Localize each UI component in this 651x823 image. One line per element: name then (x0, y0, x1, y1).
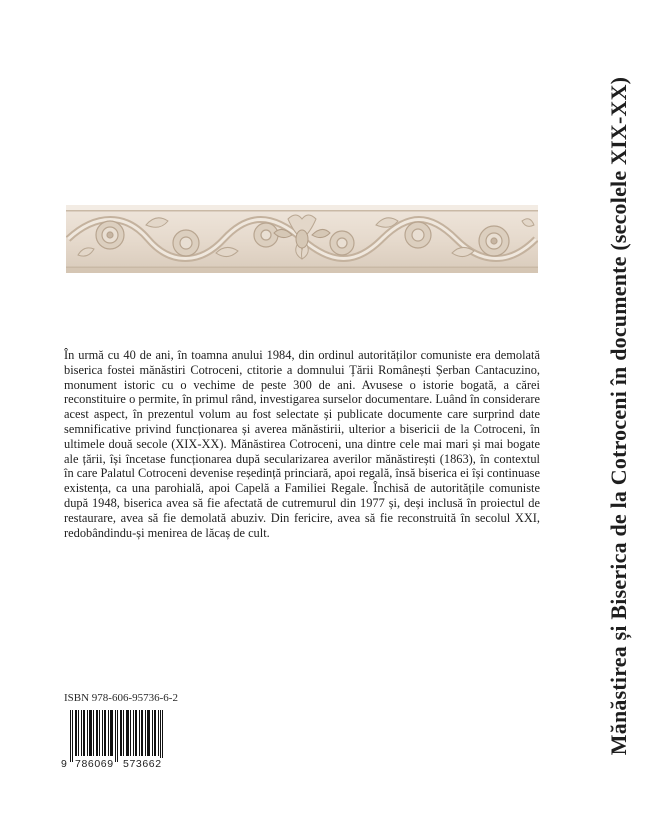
barcode-icon (64, 710, 170, 762)
spine-title: Mănăstirea și Biserica de la Cotroceni în documente (secolele XIX-XX) (606, 76, 631, 756)
barcode-digits (60, 758, 172, 771)
barcode-digit-prefix: 9 (61, 758, 67, 770)
carved-frieze-image (66, 205, 538, 273)
back-cover-blurb: În urmă cu 40 de ani, în toamna anului 1984, din ordinul autorităților comuniste era demolată biserica fostei mănăstiri Cotroceni, ctitorie a domnului Țării Românești Șerban Cantacuzino, monument istoric cu o vechime de peste 300 de ani. Avusese o istorie bogată, a cărei reconstituire o permite, în primul rând, investigarea surselor documentare. Luând în considerare acest aspect, în prezentul volum au fost selectate și publicate documente care surprind date semnificative privind funcționarea și averea mănăstirii, ulterior a bisericii de la Cotroceni, în ultimele două secole (XIX-XX). Mănăstirea Cotroceni, una dintre cele mai mari și mai bogate ale țării, își încetase funcționarea după secularizarea averilor mănăstirești (1863), în contextul în care Palatul Cotroceni devenise reședință princiară, apoi regală, însă biserica ei își continuase existența, ca una parohială, apoi Capelă a Familiei Regale. Închisă de autoritățile comuniste după 1948, biserica avea să fie afectată de cutremurul din 1977 și, deși inclusă în proiectul de restaurare, avea să fie demolată abuziv. Din fericire, avea să fie reconstruită în secolul XXI, redobândindu-și menirea de lăcaș de cult. (64, 348, 540, 540)
isbn-label: ISBN 978-606-95736-6-2 (64, 692, 178, 704)
barcode-digits-right-group: 573662 (123, 758, 162, 770)
carved-stone-frieze-icon (66, 205, 538, 273)
barcode-digits-left-group: 786069 (75, 758, 114, 770)
